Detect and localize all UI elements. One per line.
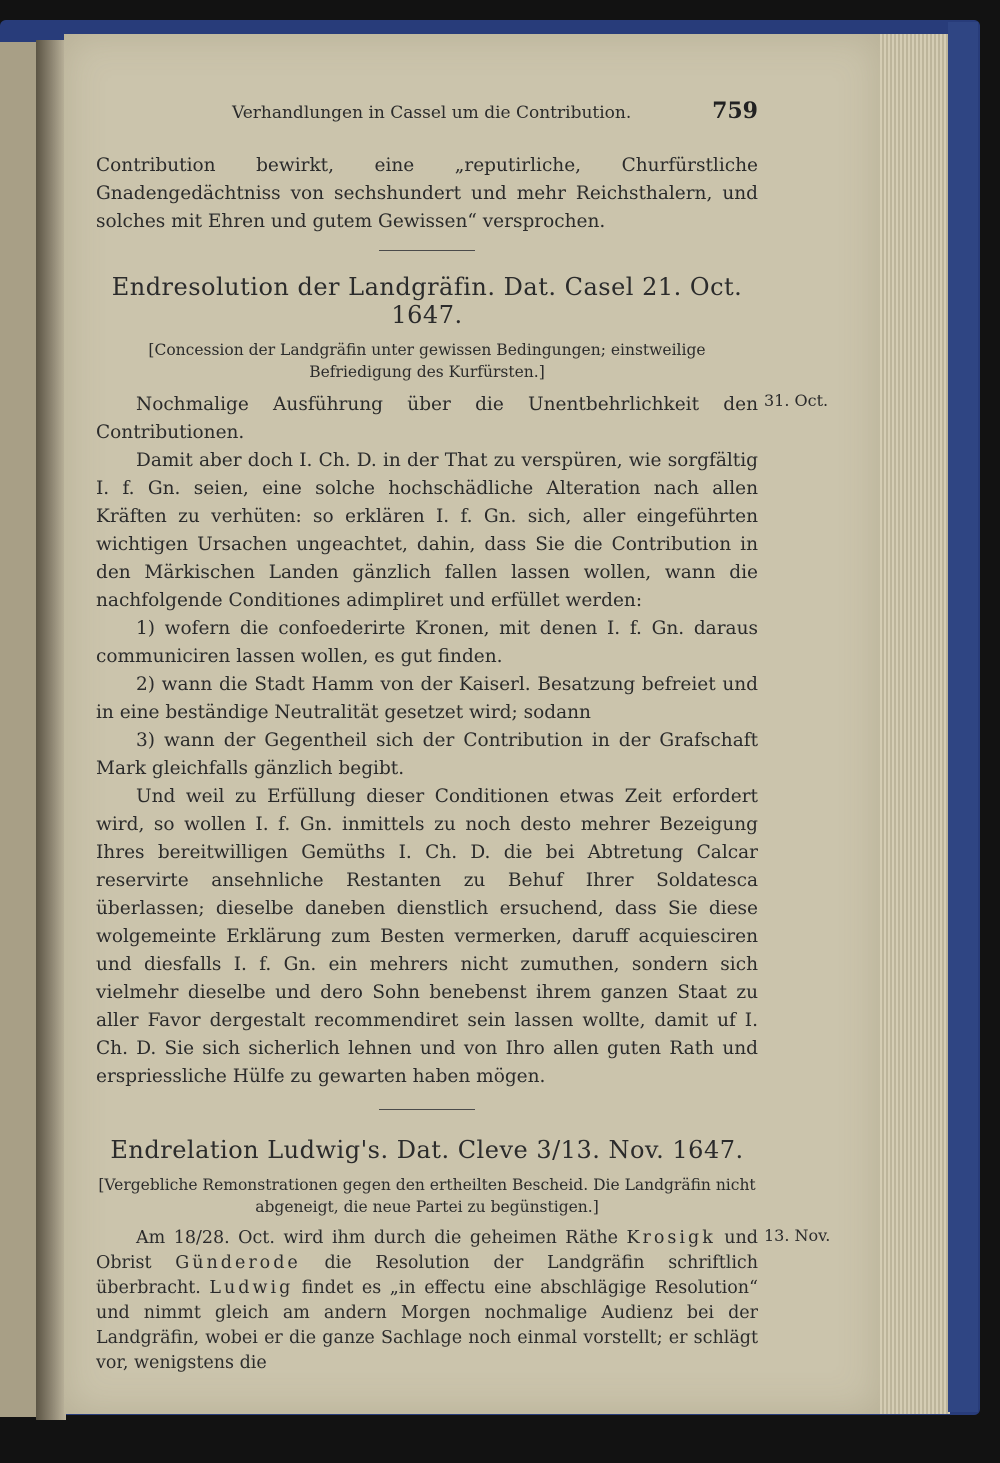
section-heading: Endrelation Ludwig's. Dat. Cleve 3/13. Nov. 1647. xyxy=(110,1136,744,1164)
paragraph: Nochmalige Ausführung über die Unentbehrlichkeit den Contributionen. xyxy=(96,394,758,443)
paragraph: Damit aber doch I. Ch. D. in der That zu verspüren, wie sorgfältig I. f. Gn. seien, eine solche hochschädliche Alteration nach allen Kräften zu verhüten: so erklären I. f. Gn. sich, aller eingeführten wichtigen Ursachen ungeachtet, dahin, dass Sie die Contribution in den Märkischen Landen gänzlich fallen lassen wollen, wann die nachfolgende Conditiones adimpliret und erfüllet werden: xyxy=(96,450,758,611)
running-header xyxy=(232,98,758,124)
section-summary: [Concession der Landgräfin unter gewissen Bedingungen; einstweilige Befriedigung des Kurfürsten.] xyxy=(148,341,706,381)
text-run: die Resolution der Landgräfin schriftlich überbracht. xyxy=(96,1253,758,1298)
section-divider xyxy=(379,250,475,251)
person-name: Günderode xyxy=(175,1253,301,1273)
page-text xyxy=(96,98,831,1376)
paragraph-with-margin-note xyxy=(96,391,829,447)
condition-item: 1) wofern die confoederirte Kronen, mit denen I. f. Gn. daraus communiciren lassen wollen, es gut finden. xyxy=(96,618,758,667)
opening-paragraph: Contribution bewirkt, eine „reputirliche, Churfürstliche Gnadengedächtniss von sechshundert und mehr Reichsthalern, und solches mit Ehren und gutem Gewissen“ versprochen. xyxy=(96,155,758,232)
paragraph-with-margin-note xyxy=(96,1226,831,1376)
section-heading: Endresolution der Landgräfin. Dat. Casel 21. Oct. 1647. xyxy=(111,273,743,329)
text-run: und Obrist xyxy=(96,1228,758,1273)
person-name: Krosigk xyxy=(626,1228,716,1248)
section-divider xyxy=(379,1109,475,1110)
cover-edge xyxy=(948,22,978,1412)
book-gutter xyxy=(36,40,66,1420)
text-run: Am 18/28. Oct. wird ihm durch die geheimen Räthe xyxy=(136,1228,627,1248)
condition-item: 2) wann die Stadt Hamm von der Kaiserl. Besatzung befreiet und in eine beständige Neutralität gesetzet wird; sodann xyxy=(96,674,758,723)
page-number: 759 xyxy=(712,98,758,124)
margin-date: 31. Oct. xyxy=(764,391,829,410)
paragraph xyxy=(96,1226,758,1376)
section-summary: [Vergebliche Remonstrationen gegen den ertheilten Bescheid. Die Landgräfin nicht abgeneigt, die neue Partei zu begünstigen.] xyxy=(98,1176,756,1216)
left-page-edge xyxy=(0,42,40,1417)
condition-item: 3) wann der Gegentheil sich der Contribution in der Grafschaft Mark gleichfalls gänzlich begibt. xyxy=(96,730,758,779)
person-name: Ludwig xyxy=(209,1278,294,1298)
page-edges xyxy=(872,34,950,1414)
paragraph: Und weil zu Erfüllung dieser Conditionen etwas Zeit erfordert wird, so wollen I. f. Gn. inmittels zu noch desto mehrer Bezeigung Ihres bereitwilligen Gemüths I. Ch. D. die bei Abtretung Calcar reservirte ansehnliche Restanten zu Behuf Ihrer Soldatesca überlassen; dieselbe daneben dienstlich ersuchend, dass Sie diese wolgemeinte Erklärung zum Besten vermerken, daruff acquiesciren und diesfalls I. f. Gn. ein mehrers nicht zumuthen, sondern sich vielmehr dieselbe und dero Sohn benebenst ihrem ganzen Staat zu aller Favor dergestalt recommendiret sein lassen wollte, damit uf I. Ch. D. Sie sich sicherlich lehnen und von Ihro allen guten Rath und erspriessliche Hülfe zu gewarten haben mögen. xyxy=(96,786,758,1087)
running-title: Verhandlungen in Cassel um die Contribution. xyxy=(232,103,632,123)
margin-date: 13. Nov. xyxy=(764,1226,831,1245)
text-run: findet es „in effectu eine abschlägige Resolution“ und nimmt gleich am andern Morgen nochmalige Audienz bei der Landgräfin, wobei er die ganze Sachlage noch einmal vorstellt; er schlägt vor, wenigstens die xyxy=(96,1278,759,1373)
